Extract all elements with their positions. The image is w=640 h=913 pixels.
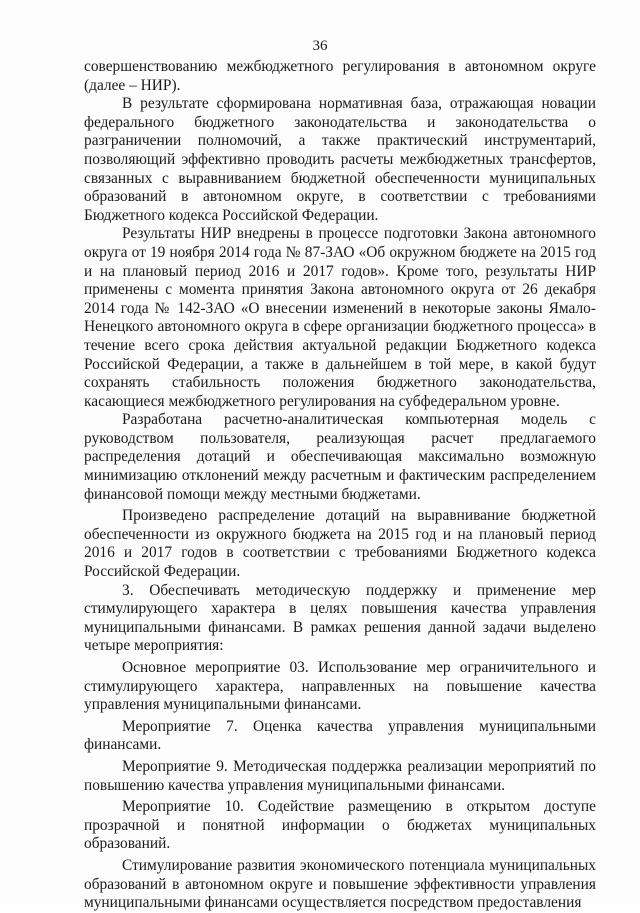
paragraph-stimulation: Стимулирование развития экономического потенциала муниципальных образований в автономном округе и повышение эффективности управления муниципальными финансами осуществляется посредством предоставления	[84, 856, 596, 912]
paragraph-1-continuation: совершенствованию межбюджетного регулирования в автономном округе (далее – НИР).	[84, 58, 596, 94]
page-number: 36	[312, 38, 328, 54]
paragraph-activity-9: Мероприятие 9. Методическая поддержка реализации мероприятий по повышению качества управления муниципальными финансами.	[84, 757, 596, 794]
paragraph-activity-10: Мероприятие 10. Содействие размещению в открытом доступе прозрачной и понятной информации о бюджетах муниципальных образований.	[84, 798, 596, 853]
document-body	[84, 58, 596, 913]
paragraph-main-activity-03: Основное мероприятие 03. Использование мер ограничительного и стимулирующего характера, направленных на повышение качества управления муниципальными финансами.	[84, 659, 596, 714]
paragraph-nir-results: Результаты НИР внедрены в процессе подготовки Закона автономного округа от 19 ноября 2014 года № 87-ЗАО «Об окружном бюджете на 2015 год и на плановый период 2016 и 2017 годов». Кроме того, результаты НИР применены с момента принятия Закона автономного округа от 26 декабря 2014 года № 142-ЗАО «О внесении изменений в некоторые законы Ямало-Ненецкого автономного округа в сфере организации бюджетного процесса» в течение всего срока действия актуальной редакции Бюджетного кодекса Российской Федерации, а также в дальнейшем в той мере, в какой будут сохранять стабильность положения бюджетного законодательства, касающиеся межбюджетного регулирования на субфедеральном уровне.	[84, 225, 596, 410]
paragraph-task-3: 3. Обеспечивать методическую поддержку и применение мер стимулирующего характера в целях повышения качества управления муниципальными финансами. В рамках решения данной задачи выделено четыре мероприятия:	[84, 581, 596, 655]
paragraph-computer-model: Разработана расчетно-аналитическая компьютерная модель с руководством пользователя, реализующая расчет предлагаемого распределения дотаций и обеспечивающая максимально возможную минимизацию отклонений между расчетным и фактическим распределением финансовой помощи между местными бюджетами.	[84, 411, 596, 503]
paragraph-regulatory-base: В результате сформирована нормативная база, отражающая новации федерального бюджетного законодательства и законодательства о разграничении полномочий, а также практический инструментарий, позволяющий эффективно проводить расчеты межбюджетных трансфертов, связанных с выравниванием бюджетной обеспеченности муниципальных образований в автономном округе, в соответствии с требованиями Бюджетного кодекса Российской Федерации.	[84, 95, 596, 224]
paragraph-activity-7: Мероприятие 7. Оценка качества управления муниципальными финансами.	[84, 717, 596, 754]
paragraph-grant-distribution: Произведено распределение дотаций на выравнивание бюджетной обеспеченности из окружного бюджета на 2015 год и на плановый период 2016 и 2017 годов в соответствии с требованиями Бюджетного кодекса Российской Федерации.	[84, 507, 596, 581]
